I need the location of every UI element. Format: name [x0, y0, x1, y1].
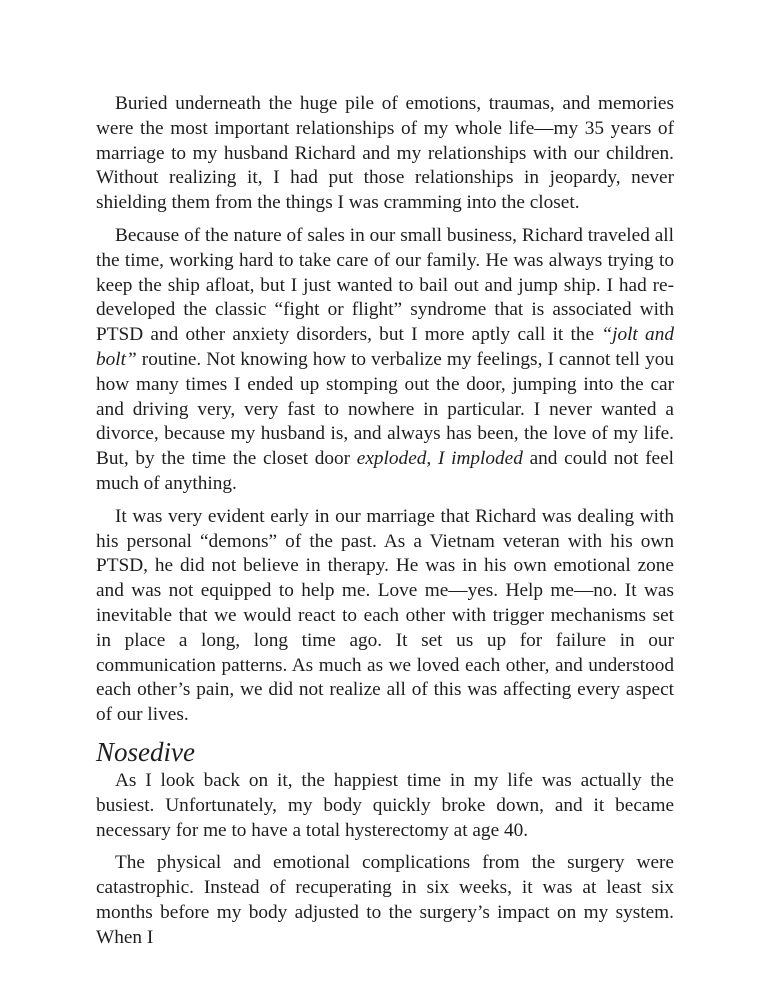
paragraph-text: The physical and emotional complications from the surgery were catastrophic. Instead of recuperating in six weeks, it was at least six months before my body adjusted to the surgery’s impact on my system. When I — [96, 852, 674, 948]
italic-phrase: “jolt and bolt” — [96, 324, 674, 370]
paragraph — [96, 224, 674, 497]
paragraph — [96, 505, 674, 728]
italic-phrase: exploded, I imploded — [356, 448, 523, 470]
body-text-before — [96, 92, 674, 728]
paragraph-text: routine. Not knowing how to verbalize my feelings, I cannot tell you how many times I ended up stomping out the door, jumping into the car and driving very, very fast to nowhere in particular. I never wanted a divorce, because my husband is, and always has been, the love of my life. But, by the time the closet door — [96, 348, 674, 470]
paragraph-text: It was very evident early in our marriage that Richard was dealing with his personal “demons” of the past. As a Vietnam veteran with his own PTSD, he did not believe in therapy. He was in his own emotional zone and was not equipped to help me. Love me—yes. Help me—no. It was inevitable that we would react to each other with trigger mechanisms set in place a long, long time ago. It set us up for failure in our communication patterns. As much as we loved each other, and understood each other’s pain, we did not realize all of this was affecting every aspect of our lives. — [96, 505, 674, 726]
paragraph-text: and could not feel much of anything. — [96, 448, 674, 494]
paragraph-text: Because of the nature of sales in our small business, Richard traveled all the time, working hard to take care of our family. He was always trying to keep the ship afloat, but I just wanted to bail out and jump ship. I had re-developed the classic “fight or flight” syndrome that is associated with PTSD and other anxiety disorders, but I more aptly call it the — [96, 224, 674, 346]
paragraph-text: As I look back on it, the happiest time in my life was actually the busiest. Unfortunately, my body quickly broke down, and it became necessary for me to have a total hysterectomy at age 40. — [96, 769, 674, 841]
paragraph-text: Buried underneath the huge pile of emotions, traumas, and memories were the most important relationships of my whole life—my 35 years of marriage to my husband Richard and my relationships with our children. Without realizing it, I had put those relationships in jeopardy, never shielding them from the things I was cramming into the closet. — [96, 93, 674, 214]
book-page — [96, 92, 674, 959]
paragraph — [96, 92, 674, 216]
section-heading: Nosedive — [96, 736, 195, 767]
body-text-after — [96, 769, 674, 951]
paragraph — [96, 851, 674, 950]
paragraph — [96, 769, 674, 843]
